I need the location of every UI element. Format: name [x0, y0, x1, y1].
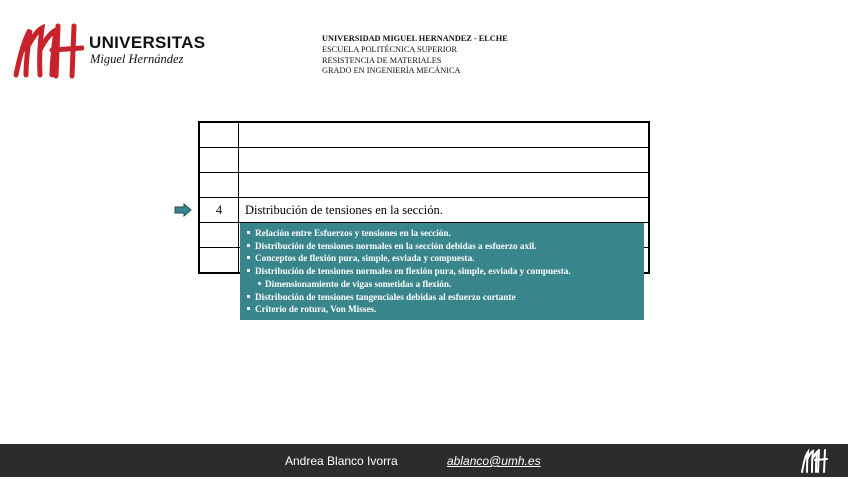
list-item: Distribución de tensiones normales en flexión pura, simple, esviada y compuesta.: [247, 265, 644, 278]
topic-number: [199, 173, 239, 198]
arrow-right-icon: [174, 203, 192, 222]
umh-logo: [12, 20, 206, 82]
topic-number: 4: [199, 198, 239, 223]
degree-name: GRADO EN INGENIERÍA MECÁNICA: [322, 66, 461, 76]
list-item: Criterio de rotura, Von Misses.: [247, 303, 644, 316]
subtopic-list: [247, 227, 644, 316]
topic-title: [239, 148, 650, 173]
topic-detail-popup: [240, 223, 644, 320]
school-name: ESCUELA POLITÉCNICA SUPERIOR: [322, 44, 458, 54]
list-subitem: Dimensionamiento de vigas sometidas a flexión.: [247, 278, 644, 291]
document-header: [322, 34, 508, 77]
logo-wordmark: UNIVERSITAS: [89, 33, 206, 52]
table-row: [199, 173, 649, 198]
table-row: [199, 198, 649, 223]
list-item: Distribución de tensiones normales en la sección debidas a esfuerzo axil.: [247, 240, 644, 253]
university-name: UNIVERSIDAD MIGUEL HERNANDEZ - ELCHE: [322, 34, 508, 43]
list-item: Distribución de tensiones tangenciales debidas al esfuerzo cortante: [247, 291, 644, 304]
list-item: Conceptos de flexión pura, simple, esviada y compuesta.: [247, 252, 644, 265]
table-row: [199, 122, 649, 148]
topic-title: [239, 173, 650, 198]
course-name: RESISTENCIA DE MATERIALES: [322, 55, 442, 65]
topic-number: [199, 223, 239, 248]
topic-number: [199, 122, 239, 148]
table-row: [199, 148, 649, 173]
umh-mini-logo-icon: [800, 448, 828, 479]
topic-number: [199, 248, 239, 274]
topic-number: [199, 148, 239, 173]
logo-subtitle: Miguel Hernández: [90, 52, 184, 66]
author-name: Andrea Blanco Ivorra: [285, 454, 398, 468]
umh-logo-icon: [12, 20, 84, 82]
topic-title: Distribución de tensiones en la sección.: [239, 198, 650, 223]
author-email-link[interactable]: ablanco@umh.es: [447, 454, 541, 468]
list-item: Relación entre Esfuerzos y tensiones en la sección.: [247, 227, 644, 240]
footer-bar: [0, 444, 848, 477]
topic-title: [239, 122, 650, 148]
